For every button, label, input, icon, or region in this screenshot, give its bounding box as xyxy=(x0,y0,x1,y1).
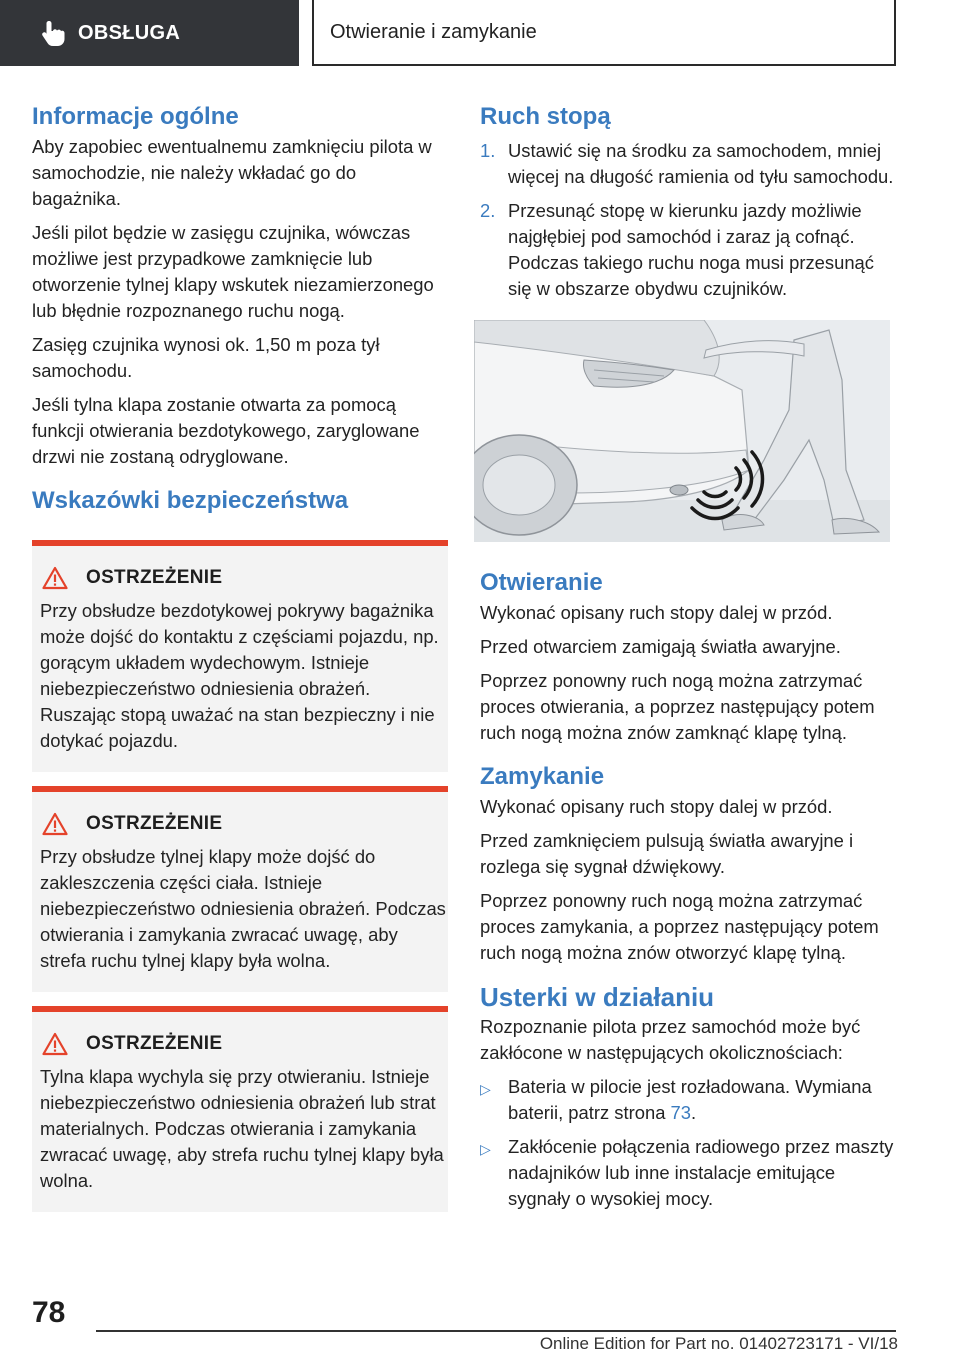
step-item xyxy=(480,138,896,190)
footer-divider xyxy=(96,1330,896,1332)
paragraph: Przed otwarciem zamigają światła awaryjne. xyxy=(480,636,841,657)
heading-foot-motion: Ruch stopą xyxy=(480,103,611,130)
heading-faults: Usterki w działaniu xyxy=(480,982,715,1012)
left-column xyxy=(32,100,448,1226)
chapter-title: Otwieranie i zamykanie xyxy=(330,20,537,43)
triangle-bullet-icon: ▷ xyxy=(480,1141,491,1157)
hand-pointer-icon xyxy=(40,19,66,47)
paragraph: Przed zamknięciem pulsują światła awaryjne i rozlega się sygnał dźwiękowy. xyxy=(480,830,854,877)
warning-text: Tylna klapa wychyla się przy otwieraniu. Istnieje niebezpieczeństwo odniesienia obrażeń lub strat materialnych. Podczas otwierania i zamykania zwracać uwagę, aby strefa ruchu tylnej klapy była wolna. xyxy=(40,1066,444,1191)
bullet-text: Zakłócenie połączenia radiowego przez maszty nadajników lub inne instalacje emitujące sygnały o wysokiej mocy. xyxy=(508,1136,894,1209)
heading-closing: Zamykanie xyxy=(480,763,605,790)
warning-header xyxy=(42,812,448,836)
paragraph: Wykonać opisany ruch stopy dalej w przód. xyxy=(480,602,833,623)
warning-box xyxy=(32,1006,448,1212)
bullet-item xyxy=(480,1134,896,1212)
step-text: Przesunąć stopę w kierunku jazdy możliwie najgłębiej pod samochód i zaraz ją cofnąć. Podczas takiego ruchu noga musi przesunąć się w obszarze obydwu czujników. xyxy=(508,200,874,299)
page-link[interactable]: 73 xyxy=(670,1102,691,1123)
step-item xyxy=(480,198,896,302)
warning-triangle-icon xyxy=(42,566,68,590)
heading-opening: Otwieranie xyxy=(480,569,603,596)
step-number: 1. xyxy=(480,140,496,161)
section-tab[interactable] xyxy=(0,0,299,66)
warning-text: Przy obsłudze tylnej klapy może dojść do zakleszczenia części ciała. Istnieje niebezpieczeństwo odniesienia obrażeń. Podczas otwierania i zamykania zwracać uwagę, aby strefa ruchu tylnej klapy była wolna. xyxy=(40,846,446,971)
heading-general: Informacje ogólne xyxy=(32,103,239,130)
warning-box xyxy=(32,540,448,772)
paragraph: Jeśli tylna klapa zostanie otwarta za pomocą funkcji otwierania bezdotykowego, zaryglowane drzwi nie zostaną odryglowane. xyxy=(32,394,420,467)
bullet-text-part: Bateria w pilocie jest rozładowana. Wymiana baterii, patrz strona xyxy=(508,1076,872,1123)
warning-triangle-icon xyxy=(42,812,68,836)
bullet-text xyxy=(508,1074,896,1126)
paragraph: Poprzez ponowny ruch nogą można zatrzymać proces otwierania, a poprzez następujący potem ruch nogą można znów zamknąć klapę tylną. xyxy=(480,670,875,743)
triangle-bullet-icon: ▷ xyxy=(480,1081,491,1097)
warning-title: OSTRZEŻENIE xyxy=(86,813,223,834)
warning-title: OSTRZEŻENIE xyxy=(86,567,223,588)
step-number: 2. xyxy=(480,200,496,221)
paragraph: Aby zapobiec ewentualnemu zamknięciu pilota w samochodzie, nie należy wkładać go do bagażnika. xyxy=(32,136,432,209)
section-tab-label: OBSŁUGA xyxy=(78,21,181,44)
chapter-title-box xyxy=(312,0,896,66)
warning-triangle-icon xyxy=(42,1032,68,1056)
warning-header xyxy=(42,1032,448,1056)
bullet-text-end: . xyxy=(691,1102,697,1123)
step-text: Ustawić się na środku za samochodem, mniej więcej na długość ramienia od tyłu samochodu. xyxy=(508,140,894,187)
right-column xyxy=(480,100,896,1220)
warning-box xyxy=(32,786,448,992)
warning-title: OSTRZEŻENIE xyxy=(86,1033,223,1054)
paragraph: Zasięg czujnika wynosi ok. 1,50 m poza tył samochodu. xyxy=(32,334,380,381)
paragraph: Wykonać opisany ruch stopy dalej w przód. xyxy=(480,796,833,817)
paragraph: Poprzez ponowny ruch nogą można zatrzymać proces zamykania, a poprzez następujący potem ruch nogą można znów otworzyć klapę tylną. xyxy=(480,890,879,963)
warning-header xyxy=(42,566,448,590)
warning-text: Przy obsłudze bezdotykowej pokrywy bagażnika może dojść do kontaktu z częściami pojazdu, np. gorącym układem wydechowym. Istnieje niebezpieczeństwo odniesienia obrażeń. Ruszając stopą uważać na stan bezpieczny i nie dotykać pojazdu. xyxy=(40,600,439,751)
tailgate-illustration xyxy=(474,320,890,542)
paragraph: Rozpoznanie pilota przez samochód może być zakłócone w następujących okolicznościach: xyxy=(480,1016,861,1063)
car-rear-illustration xyxy=(474,320,890,542)
heading-safety: Wskazówki bezpieczeństwa xyxy=(32,487,349,514)
bullet-item xyxy=(480,1074,896,1126)
edition-info: Online Edition for Part no. 01402723171 - VI/18 xyxy=(539,1334,898,1353)
page-number: 78 xyxy=(32,1296,66,1329)
paragraph: Jeśli pilot będzie w zasięgu czujnika, wówczas możliwe jest przypadkowe zamknięcie lub otworzenie tylnej klapy wskutek niezamierzonego lub błędnie rozpoznanego ruchu nogą. xyxy=(32,222,434,321)
